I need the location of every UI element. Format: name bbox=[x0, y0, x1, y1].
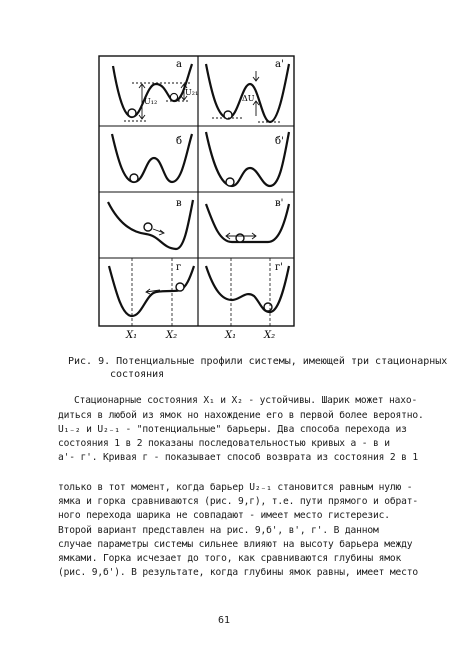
x2-label: X₂ bbox=[166, 330, 178, 341]
x1-label: X₁ bbox=[126, 330, 138, 341]
paragraph-2-line: Второй вариант представлен на рис. 9,б', в', г'. В данном bbox=[58, 525, 379, 536]
ball bbox=[130, 174, 138, 182]
paragraph-1-line: Стационарные состояния X₁ и X₂ - устойчивы. Шарик может нахо- bbox=[74, 395, 418, 406]
paragraph-2-line: случае параметры системы сильнее влияют на высоту барьера между bbox=[58, 539, 413, 550]
panel-label-a: а bbox=[176, 59, 182, 70]
panel-label-v-prime: в' bbox=[275, 198, 284, 209]
ball bbox=[264, 303, 272, 311]
u12-label: U₁₂ bbox=[144, 97, 158, 106]
potential-curve bbox=[206, 64, 289, 122]
panel-label-g: г bbox=[176, 262, 182, 273]
paragraph-2-line: ямка и горка сравниваются (рис. 9,г), т.е. пути прямого и обрат- bbox=[58, 496, 419, 507]
panel-a bbox=[113, 64, 192, 117]
paragraph-1-line: а'- г'. Кривая г - показывает способ возврата из состояния 2 в 1 bbox=[58, 452, 419, 463]
paragraph-1-line: состояния 1 в 2 показаны последовательностью кривых а - в и bbox=[58, 438, 390, 449]
page-number: 61 bbox=[218, 615, 231, 626]
ball bbox=[144, 223, 152, 231]
panel-label-g-prime: г' bbox=[275, 262, 283, 273]
potential-curve bbox=[113, 64, 192, 117]
ball bbox=[176, 283, 184, 291]
paragraph-2-line: ямками. Горка исчезает до того, как сравниваются глубины ямок bbox=[58, 553, 402, 564]
paragraph-1-line: диться в любой из ямок но нахождение его в первой более вероятно. bbox=[58, 410, 424, 421]
paragraph-2-line: только в тот момент, когда барьер U₂₋₁ становится равным нулю - bbox=[58, 482, 413, 493]
u21-label: U₂₁ bbox=[185, 88, 199, 97]
delta-u-label: ΔU bbox=[242, 94, 255, 103]
paragraph-1-line: U₁₋₂ и U₂₋₁ - "потенциальные" барьеры. Два способа перехода из bbox=[58, 424, 407, 435]
panel-a-prime bbox=[206, 64, 289, 122]
ball bbox=[226, 178, 234, 186]
ball-ghost bbox=[170, 93, 177, 100]
figure-caption-line-2: состояния bbox=[110, 369, 165, 380]
panel-label-b-prime: б' bbox=[275, 136, 284, 147]
ball bbox=[236, 234, 244, 242]
paragraph-2-line: (рис. 9,б'). В результате, когда глубины ямок равны, имеет место bbox=[58, 567, 419, 578]
panel-label-v: в bbox=[176, 198, 182, 209]
panel-label-b: б bbox=[176, 136, 183, 147]
panel-label-a-prime: а' bbox=[275, 59, 284, 70]
paragraph-2-line: ного перехода шарика не совпадают - имеет место гистерезис. bbox=[58, 510, 390, 521]
figure-caption-line-1: Рис. 9. Потенциальные профили системы, имеющей три стационарных bbox=[68, 356, 448, 367]
motion-arrow bbox=[153, 229, 164, 235]
ball bbox=[128, 109, 136, 117]
x2-label: X₂ bbox=[264, 330, 276, 341]
x1-label: X₁ bbox=[225, 330, 237, 341]
